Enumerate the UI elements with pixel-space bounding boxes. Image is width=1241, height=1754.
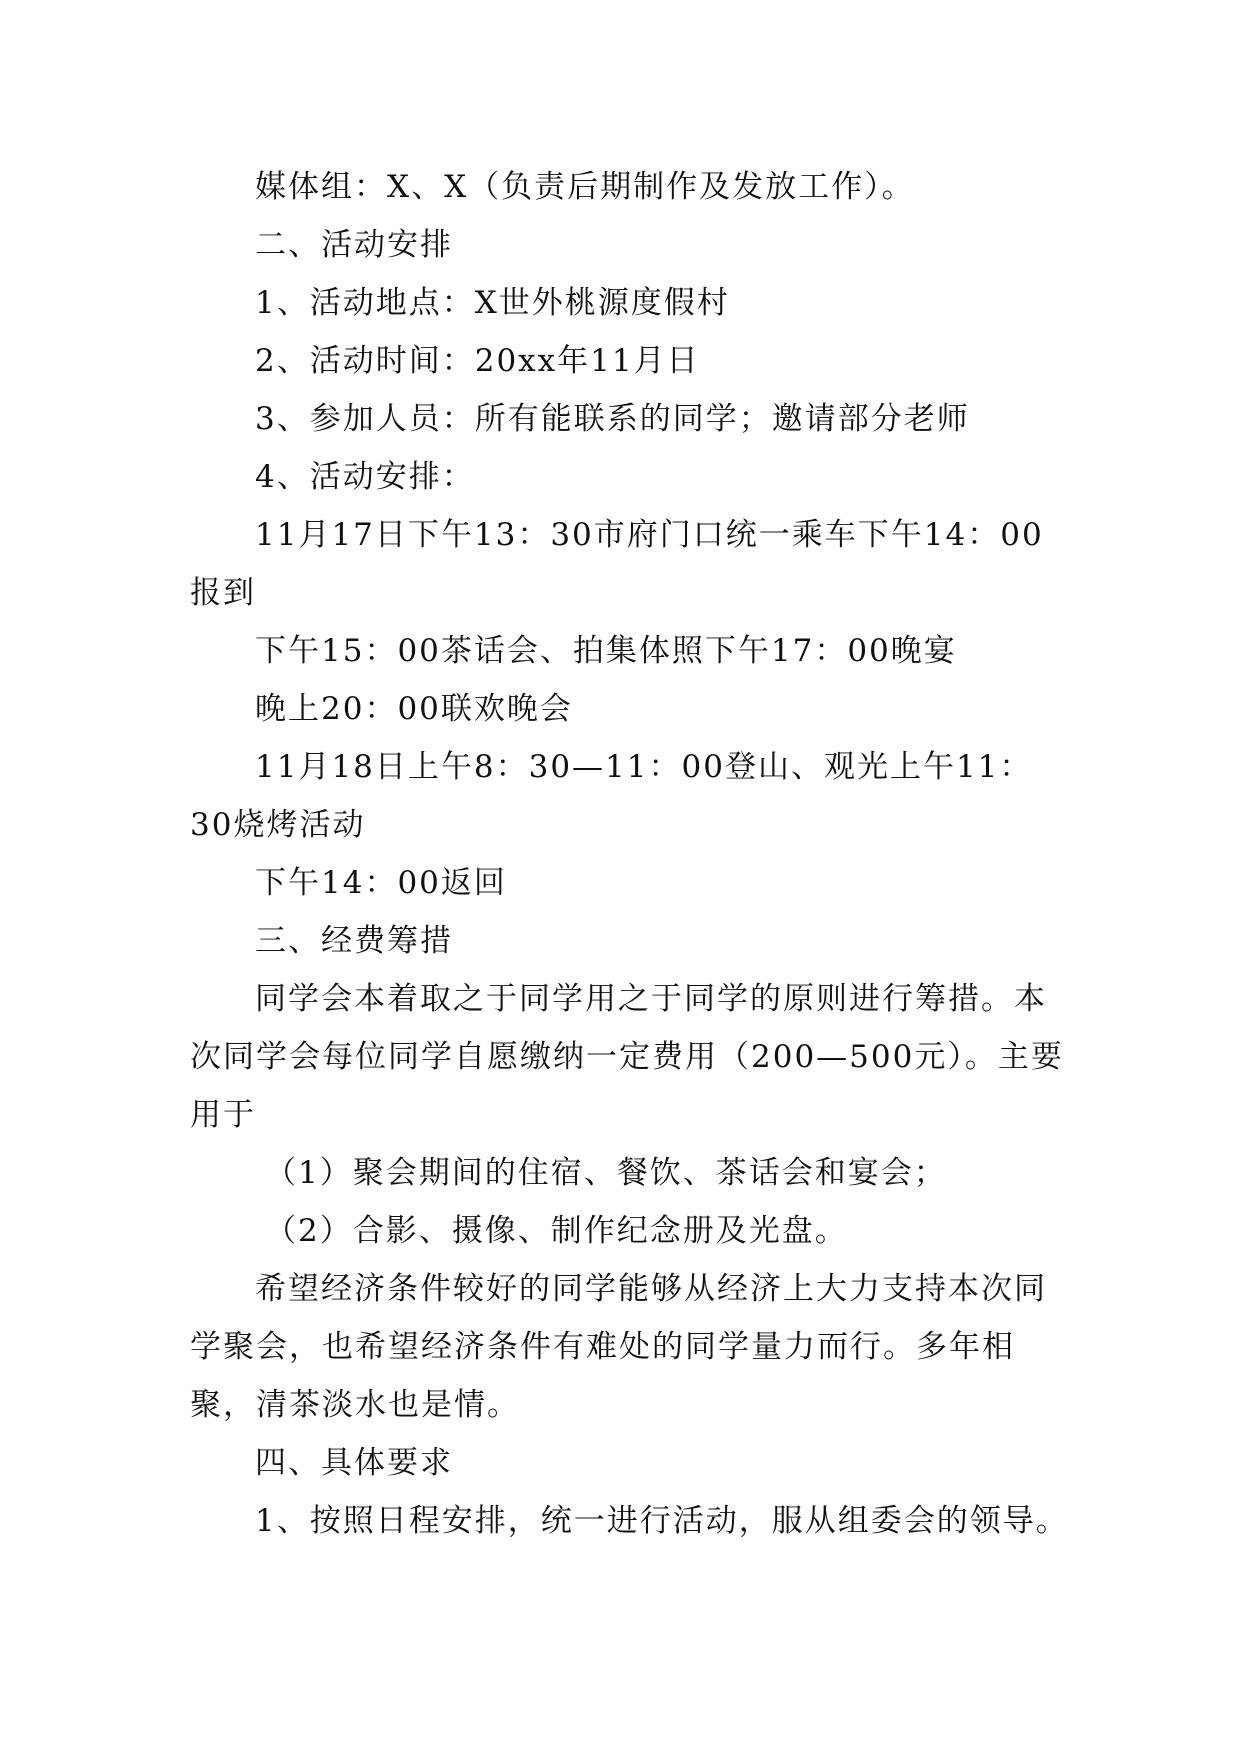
paragraph-participants: 3、参加人员：所有能联系的同学；邀请部分老师 bbox=[255, 401, 970, 437]
paragraph-schedule-return: 下午14：00返回 bbox=[255, 865, 507, 901]
paragraph-funding-item-2: （2）合影、摄像、制作纪念册及光盘。 bbox=[265, 1213, 848, 1249]
paragraph-schedule-evening-party: 晚上20：00联欢晚会 bbox=[255, 691, 573, 727]
document-body bbox=[190, 158, 1070, 1550]
heading-funding: 三、经费筹措 bbox=[255, 923, 453, 959]
heading-requirements: 四、具体要求 bbox=[255, 1445, 453, 1481]
paragraph-schedule-label: 4、活动安排： bbox=[255, 459, 475, 495]
paragraph-funding-principle: 同学会本着取之于同学用之于同学的原则进行筹措。本次同学会每位同学自愿缴纳一定费用（200—500元）。主要用于 bbox=[190, 981, 1064, 1133]
heading-activity-arrangement: 二、活动安排 bbox=[255, 227, 453, 263]
paragraph-media-group: 媒体组：X、X（负责后期制作及发放工作）。 bbox=[255, 169, 915, 205]
paragraph-schedule-nov18: 11月18日上午8：30—11：00登山、观光上午11：30烧烤活动 bbox=[190, 749, 1033, 843]
paragraph-funding-hope: 希望经济条件较好的同学能够从经济上大力支持本次同学聚会，也希望经济条件有难处的同学量力而行。多年相聚，清茶淡水也是情。 bbox=[190, 1271, 1047, 1423]
paragraph-activity-time: 2、活动时间：20xx年11月日 bbox=[255, 343, 700, 379]
paragraph-schedule-nov17: 11月17日下午13：30市府门口统一乘车下午14：00报到 bbox=[190, 517, 1044, 611]
paragraph-funding-item-1: （1）聚会期间的住宿、餐饮、茶话会和宴会； bbox=[265, 1155, 947, 1191]
paragraph-activity-location: 1、活动地点：X世外桃源度假村 bbox=[255, 285, 730, 321]
paragraph-requirement-1: 1、按照日程安排，统一进行活动，服从组委会的领导。 bbox=[255, 1503, 1069, 1539]
paragraph-schedule-tea-party: 下午15：00茶话会、拍集体照下午17：00晚宴 bbox=[255, 633, 957, 669]
